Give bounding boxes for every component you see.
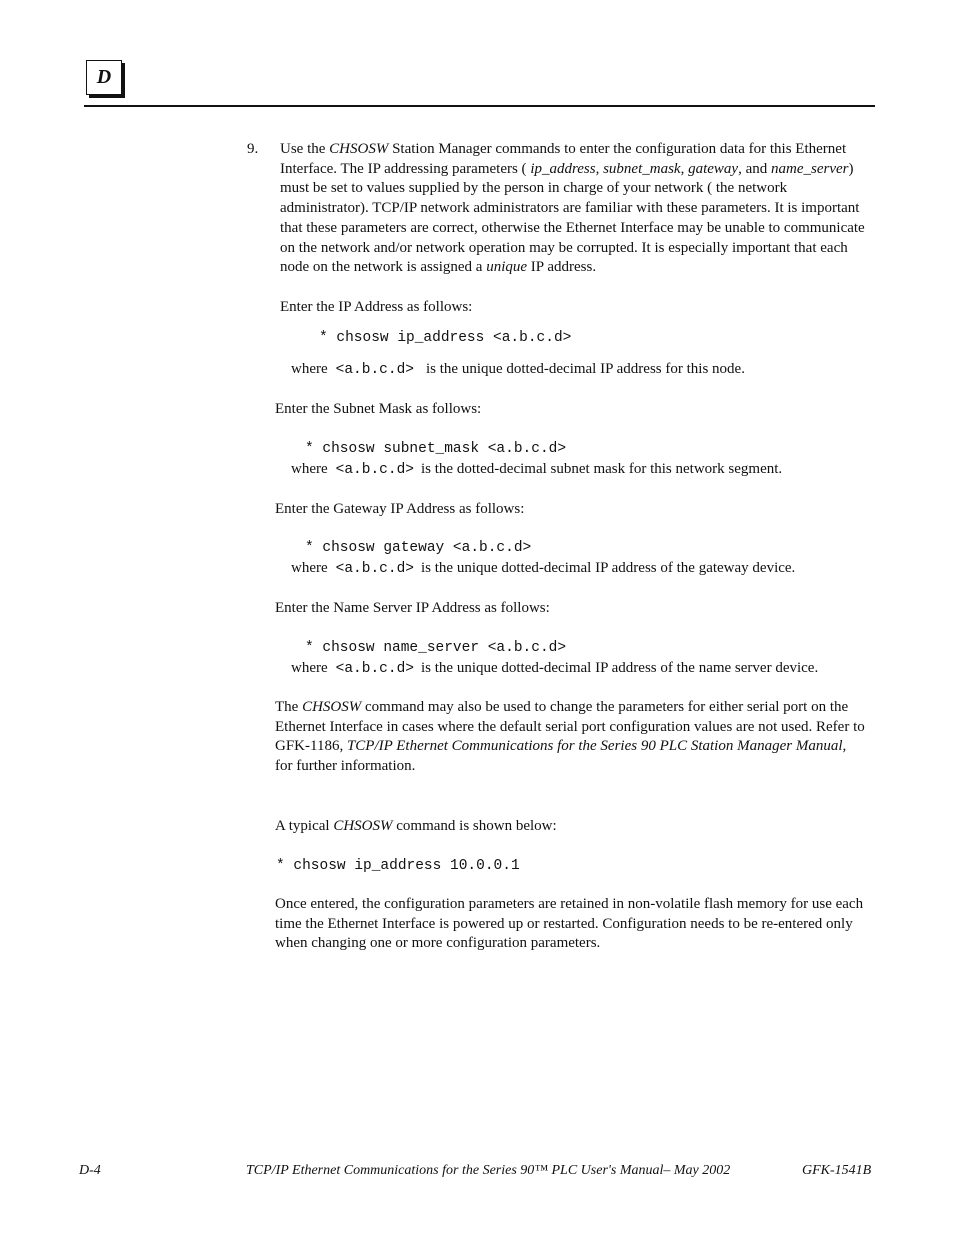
text-run: The xyxy=(275,699,303,715)
param-name: <a.b.c.d> xyxy=(335,661,414,677)
where-label: where xyxy=(291,560,328,576)
italic-run: name_server xyxy=(771,160,849,177)
italic-run: CHSOSW xyxy=(329,141,389,157)
italic-run: ip_address xyxy=(530,160,596,177)
document-id: GFK-1541B xyxy=(802,1163,872,1178)
text-run: , and xyxy=(738,160,772,177)
serial-port-paragraph xyxy=(275,698,865,777)
subnet-command: * chsosw subnet_mask <a.b.c.d> xyxy=(305,441,567,457)
appendix-letter: D xyxy=(96,65,112,88)
italic-run: gateway xyxy=(688,160,739,177)
param-description: is the unique dotted-decimal IP address for this node. xyxy=(425,361,745,377)
subnet-intro: Enter the Subnet Mask as follows: xyxy=(275,401,482,417)
italic-run: subnet_mask xyxy=(603,160,681,177)
page-number: D-4 xyxy=(79,1163,101,1178)
text-run: ) must be set to values supplied by the person in charge of your network ( the network administrator). TCP/IP network administrators are familiar with these parameters. It is important that these parameters are correct, otherwise the Ethernet Interface may be unable to communicate on the network and/or network operation may be corrupted. It is especially important that each node on the network is assigned a xyxy=(280,160,865,276)
text-run: Station Manager commands to enter the configuration data for this Ethernet Interface. The IP addressing parameters ( xyxy=(280,141,847,177)
nameserver-where-line xyxy=(291,659,818,680)
where-label: where xyxy=(291,660,328,676)
ip-intro: Enter the IP Address as follows: xyxy=(280,299,473,315)
where-label: where xyxy=(291,361,328,377)
param-description: is the unique dotted-decimal IP address of the gateway device. xyxy=(420,560,796,576)
param-name: <a.b.c.d> xyxy=(335,561,414,577)
italic-run: CHSOSW xyxy=(302,699,362,715)
footer-title: TCP/IP Ethernet Communications for the Series 90™ PLC User's Manual– May 2002 xyxy=(246,1163,731,1178)
italic-run: unique xyxy=(486,259,528,276)
appendix-tab xyxy=(86,60,122,95)
text-run: command is shown below: xyxy=(392,818,557,834)
text-run: A typical xyxy=(275,818,334,834)
text-run: Use the xyxy=(280,141,330,157)
ip-where-line xyxy=(291,360,745,381)
param-name: <a.b.c.d> xyxy=(335,362,414,378)
gateway-command: * chsosw gateway <a.b.c.d> xyxy=(305,540,532,556)
text-run: , xyxy=(680,160,689,177)
italic-run: CHSOSW xyxy=(333,818,393,834)
gateway-intro: Enter the Gateway IP Address as follows: xyxy=(275,501,525,517)
ip-command: * chsosw ip_address <a.b.c.d> xyxy=(319,330,572,346)
subnet-where-line xyxy=(291,460,782,481)
nameserver-intro: Enter the Name Server IP Address as follows: xyxy=(275,600,550,616)
text-run: IP address. xyxy=(527,259,597,276)
closing-paragraph: Once entered, the configuration parameters are retained in non-volatile flash memory for use each time the Ethernet Interface is powered up or restarted. Configuration needs to be re-entered only when changing one or more configuration parameters. xyxy=(275,896,864,952)
typical-command: * chsosw ip_address 10.0.0.1 xyxy=(276,858,520,874)
text-run: command may also be used to change the parameters for either serial port on the Ethernet Interface in cases where the default serial port configuration values are not used. Refer to GFK-1186, xyxy=(275,699,865,755)
italic-run: TCP/IP Ethernet Communications for the Series 90 PLC Station Manager Manual, xyxy=(346,738,847,755)
where-label: where xyxy=(291,461,328,477)
nameserver-command: * chsosw name_server <a.b.c.d> xyxy=(305,640,567,656)
typical-intro xyxy=(275,817,557,837)
param-name: <a.b.c.d> xyxy=(335,462,414,478)
text-run: , xyxy=(595,160,604,177)
param-description: is the dotted-decimal subnet mask for this network segment. xyxy=(420,461,783,477)
param-description: is the unique dotted-decimal IP address of the name server device. xyxy=(420,660,819,676)
step-number: 9. xyxy=(247,141,259,157)
text-run: for further information. xyxy=(275,758,416,775)
header-rule xyxy=(84,105,875,107)
gateway-where-line xyxy=(291,559,795,580)
step-paragraph xyxy=(280,140,865,278)
